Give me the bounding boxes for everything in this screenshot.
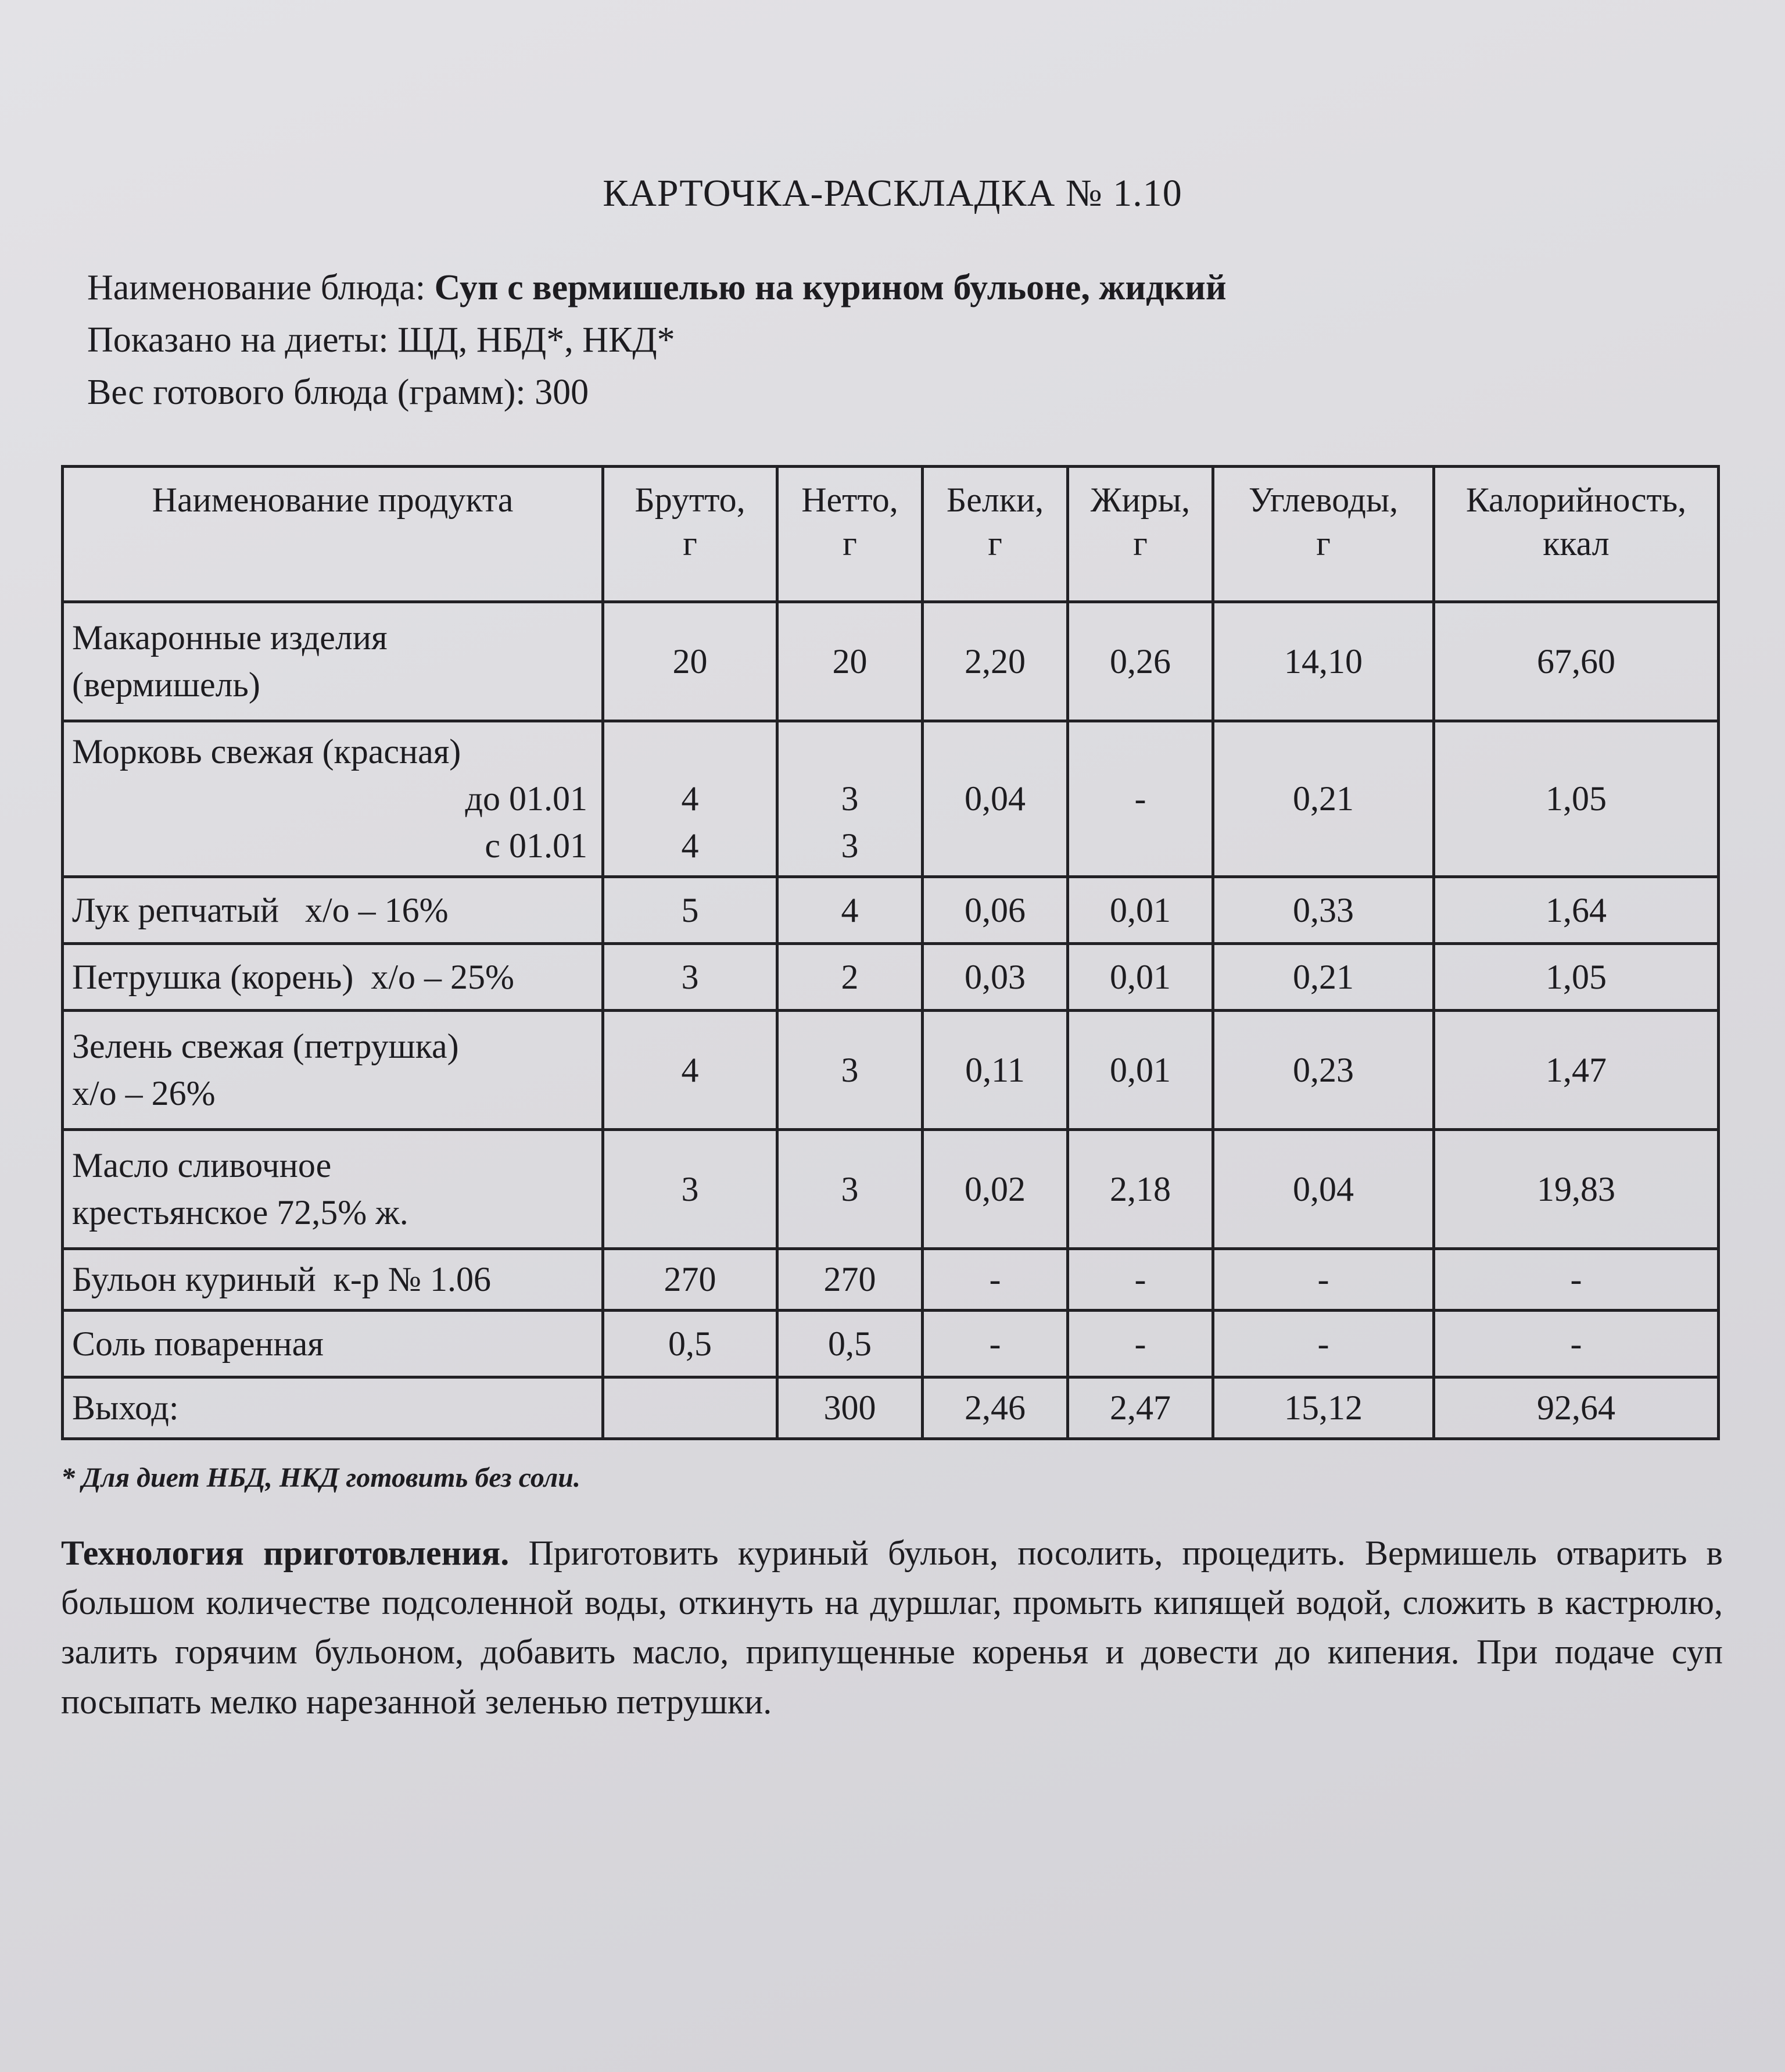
calories-cell: 1,05 <box>1434 721 1719 877</box>
total-carbs-cell: 15,12 <box>1213 1377 1434 1439</box>
technology-paragraph <box>61 1529 1723 1727</box>
product-name <box>63 602 603 721</box>
fat-cell: 0,01 <box>1068 1011 1213 1130</box>
header-fat-label: Жиры, <box>1090 481 1191 519</box>
carbs-cell: 0,33 <box>1213 877 1434 944</box>
carbs-cell: 14,10 <box>1213 602 1434 721</box>
brutto-cell: 5 <box>603 877 777 944</box>
carbs-cell: 0,04 <box>1213 1130 1434 1249</box>
table-header-row <box>63 467 1719 602</box>
calories-cell: 1,64 <box>1434 877 1719 944</box>
dish-label: Наименование блюда: <box>87 268 426 307</box>
product-name: Бульон куриный к-р № 1.06 <box>63 1249 603 1311</box>
netto-cell: 3 <box>777 1011 923 1130</box>
table-row <box>63 721 1719 877</box>
product-sub-label-2: с 01.01 <box>485 826 587 865</box>
protein-cell: 2,20 <box>923 602 1068 721</box>
total-protein-cell: 2,46 <box>923 1377 1068 1439</box>
total-netto-cell: 300 <box>777 1377 923 1439</box>
header-fat-unit: г <box>1133 524 1148 563</box>
brutto-value-2: 4 <box>681 826 699 865</box>
dish-name: Суп с вермишелью на курином бульоне, жидкий <box>434 268 1227 307</box>
protein-cell: 0,03 <box>923 944 1068 1011</box>
table-row <box>63 1249 1719 1311</box>
product-name: Соль поваренная <box>63 1311 603 1377</box>
product-name-line2: (вермишель) <box>72 665 260 704</box>
fat-cell: 0,26 <box>1068 602 1213 721</box>
protein-cell: - <box>923 1311 1068 1377</box>
total-brutto-cell <box>603 1377 777 1439</box>
fat-cell: 0,01 <box>1068 877 1213 944</box>
header-brutto-unit: г <box>683 524 697 563</box>
netto-cell: 2 <box>777 944 923 1011</box>
netto-cell: 0,5 <box>777 1311 923 1377</box>
table-row <box>63 877 1719 944</box>
netto-cell <box>777 721 923 877</box>
netto-cell: 3 <box>777 1130 923 1249</box>
carbs-cell: 0,21 <box>1213 721 1434 877</box>
total-fat-cell: 2,47 <box>1068 1377 1213 1439</box>
total-calories-cell: 92,64 <box>1434 1377 1719 1439</box>
brutto-cell: 3 <box>603 944 777 1011</box>
protein-cell: 0,04 <box>923 721 1068 877</box>
fat-cell: - <box>1068 1311 1213 1377</box>
header-carbs <box>1213 467 1434 602</box>
header-fat <box>1068 467 1213 602</box>
protein-cell: 0,11 <box>923 1011 1068 1130</box>
header-protein-label: Белки, <box>946 481 1044 519</box>
diets-line: Показано на диеты: ЩД, НБД*, НКД* <box>87 320 675 360</box>
product-name-line1: Зелень свежая (петрушка) <box>72 1027 459 1065</box>
product-name-line2: крестьянское 72,5% ж. <box>72 1193 408 1232</box>
calories-cell: - <box>1434 1311 1719 1377</box>
carbs-cell: 0,23 <box>1213 1011 1434 1130</box>
product-name <box>63 721 603 877</box>
brutto-cell: 270 <box>603 1249 777 1311</box>
brutto-cell: 20 <box>603 602 777 721</box>
header-brutto <box>603 467 777 602</box>
card-title: КАРТОЧКА-РАСКЛАДКА № 1.10 <box>603 172 1182 214</box>
header-calories <box>1434 467 1719 602</box>
product-name: Петрушка (корень) х/о – 25% <box>63 944 603 1011</box>
protein-cell: 0,06 <box>923 877 1068 944</box>
carbs-cell: - <box>1213 1249 1434 1311</box>
fat-cell: - <box>1068 1249 1213 1311</box>
fat-cell: 2,18 <box>1068 1130 1213 1249</box>
header-calories-label: Калорийность, <box>1465 481 1687 519</box>
header-protein-unit: г <box>988 524 1002 563</box>
product-name <box>63 1011 603 1130</box>
table-row <box>63 602 1719 721</box>
table-total-row <box>63 1377 1719 1439</box>
product-name-line1: Масло сливочное <box>72 1146 332 1184</box>
calories-cell: - <box>1434 1249 1719 1311</box>
table-row <box>63 944 1719 1011</box>
brutto-cell <box>603 721 777 877</box>
header-brutto-label: Брутто, <box>635 481 745 519</box>
fat-cell: 0,01 <box>1068 944 1213 1011</box>
product-name-line1: Макаронные изделия <box>72 618 388 657</box>
header-calories-unit: ккал <box>1543 524 1610 563</box>
header-netto-unit: г <box>843 524 857 563</box>
product-name <box>63 1130 603 1249</box>
calories-cell: 67,60 <box>1434 602 1719 721</box>
brutto-cell: 3 <box>603 1130 777 1249</box>
carbs-cell: - <box>1213 1311 1434 1377</box>
netto-value-2: 3 <box>841 826 859 865</box>
header-carbs-label: Углеводы, <box>1248 481 1399 519</box>
netto-cell: 270 <box>777 1249 923 1311</box>
total-label: Выход: <box>63 1377 603 1439</box>
netto-cell: 20 <box>777 602 923 721</box>
brutto-cell: 4 <box>603 1011 777 1130</box>
protein-cell: - <box>923 1249 1068 1311</box>
product-sub-label-1: до 01.01 <box>465 779 587 818</box>
technology-label: Технология приготовления. <box>61 1534 510 1572</box>
header-carbs-unit: г <box>1316 524 1331 563</box>
brutto-cell: 0,5 <box>603 1311 777 1377</box>
product-name-line2: х/о – 26% <box>72 1074 216 1112</box>
recipe-table <box>61 465 1720 1440</box>
header-netto-label: Нетто, <box>801 481 898 519</box>
technology-text: Приготовить куриный бульон, посолить, процедить. Вермишель отварить в большом количестве подсоленной воды, откинуть на дуршлаг, промыть кипящей водой, сложить в кастрюлю, залить горячим бульоном, добавить масло, припущенные коренья и довести до кипения. При подаче суп посыпать мелко нарезанной зеленью петрушки. <box>61 1534 1723 1721</box>
table-row <box>63 1011 1719 1130</box>
carbs-cell: 0,21 <box>1213 944 1434 1011</box>
calories-cell: 1,05 <box>1434 944 1719 1011</box>
calories-cell: 1,47 <box>1434 1011 1719 1130</box>
header-product-label: Наименование продукта <box>152 481 514 519</box>
fat-cell: - <box>1068 721 1213 877</box>
header-netto <box>777 467 923 602</box>
product-name: Лук репчатый х/о – 16% <box>63 877 603 944</box>
dish-name-line <box>87 267 1227 309</box>
header-protein <box>923 467 1068 602</box>
table-row <box>63 1311 1719 1377</box>
table-row <box>63 1130 1719 1249</box>
protein-cell: 0,02 <box>923 1130 1068 1249</box>
netto-value-1: 3 <box>841 779 859 818</box>
calories-cell: 19,83 <box>1434 1130 1719 1249</box>
product-name-line1: Морковь свежая (красная) <box>72 732 461 771</box>
footnote: * Для диет НБД, НКД готовить без соли. <box>61 1462 580 1493</box>
weight-line: Вес готового блюда (грамм): 300 <box>87 373 589 412</box>
header-product <box>63 467 603 602</box>
netto-cell: 4 <box>777 877 923 944</box>
brutto-value-1: 4 <box>681 779 699 818</box>
